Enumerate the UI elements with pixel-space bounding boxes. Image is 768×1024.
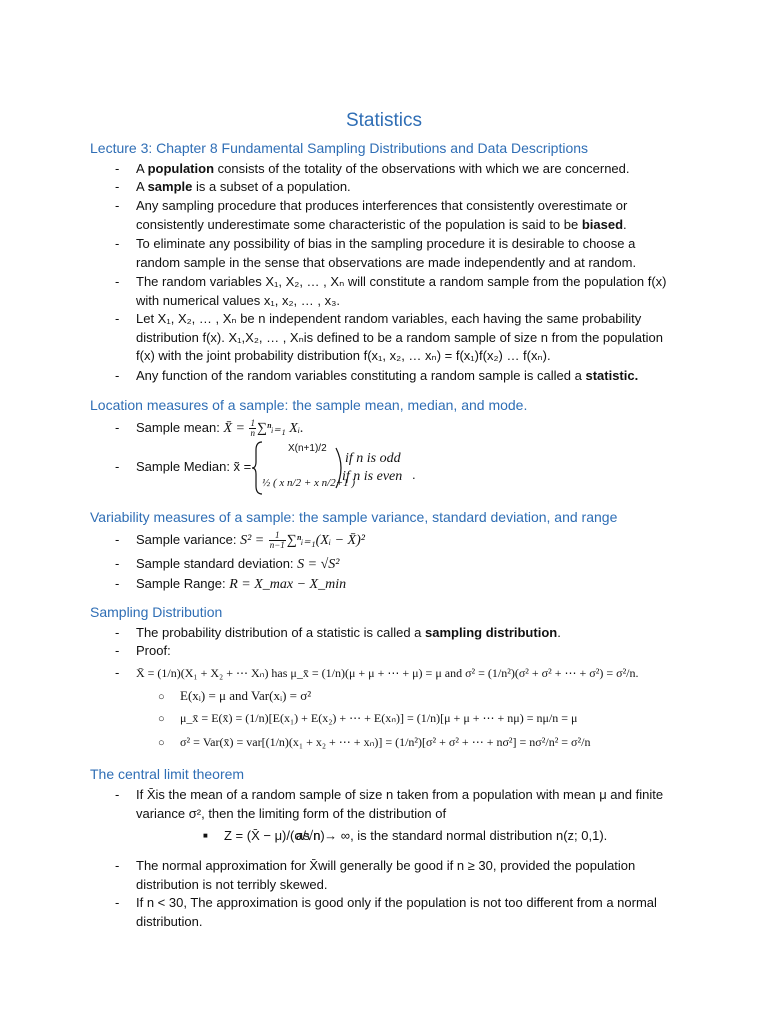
sampling-def-item: - The probability distribution of a statistic is called a sampling distribution. [115,625,561,640]
sample-mean-item: - Sample mean: X̄ = $\frac{1}{n}$ ∑ⁿᵢ₌₁ Xᵢ. [115,418,304,439]
median-even-cond: if n is even [342,469,403,484]
median-even-expr: ½ ( x n/2 + x n/2+1 ) [262,477,356,489]
clt-normal-approx-item: - The normal approximation for X̄will generally be good if n ≥ 30, provided the population distribution is not terribly skewed. [115,858,636,892]
clt-statement-item: - If X̄is the mean of a random sample of size n taken from a population with mean μ and finite variance σ², then the limiting form of the distribution of [115,787,664,821]
sample-variance-item: - Sample variance: S² = $\frac{1}{n-1}$ ∑ⁿᵢ₌₁(Xᵢ − X̄)² [115,530,365,551]
list-item: - A population consists of the totality of the observations with which we are concerned. [115,161,630,176]
sub-item: ○ μ_x̄ = E(x̄) = (1/n)[E(x₁) + E(x₂) + ⋯ + E(xₙ)] = (1/n)[μ + μ + ⋯ + nμ) = nμ/n = μ [158,711,578,725]
sampling-heading: Sampling Distribution [90,604,223,620]
sample-median-item: - Sample Median: x̃ = [115,459,252,474]
list-item: - To eliminate any possibility of bias in the sampling procedure it is desirable to choose a random sample in the sense that observations are made independently and at random. [115,236,637,270]
location-heading: Location measures of a sample: the sample mean, median, and mode. [90,397,528,413]
list-item: - Any sampling procedure that produces interferences that consistently overestimate or consistently underestimate some characteristic of the population is said to be biased. [115,198,628,232]
sub-item: ○ σ² = Var(x̄) = var[(1/n)(x₁ + x₂ + ⋯ + xₙ)] = (1/n²)[σ² + σ² + ⋯ + nσ²] = nσ²/n² = σ²/n [158,735,591,749]
z-tail: as n → ∞, is the standard normal distribution n(z; 0,1). [296,828,608,843]
list-item: - Any function of the random variables constituting a random sample is called a statistic. [115,368,639,383]
square-bullet-icon: ■ [203,831,208,840]
sample-range-item: - Sample Range: R = X_max − X_min [115,576,347,592]
median-end: . [412,467,416,482]
lecture-heading: Lecture 3: Chapter 8 Fundamental Sampling Distributions and Data Descriptions [90,140,589,156]
list-item: - A sample is a subset of a population. [115,179,351,194]
list-item: - The random variables X₁, X₂, … , Xₙ will constitute a random sample from the population f(x) with numerical values x₁, x₂, … , x₃. [115,274,667,308]
variability-heading: Variability measures of a sample: the sample variance, standard deviation, and range [90,509,618,525]
proof-item: - Proof: [115,643,171,658]
document-title: Statistics [345,110,423,131]
clt-heading: The central limit theorem [90,766,245,782]
sample-sd-item: - Sample standard deviation: S = √S² [115,556,340,572]
median-odd-expr: X(n+1)/2 [288,443,327,454]
xbar-item: - X̄ = (1/n)(X₁ + X₂ + ⋯ Xₙ) has μ_x̄ = (1/n)(μ + μ + ⋯ + μ) = μ and σ² = (1/n²)(σ² + σ² + ⋯ + σ²) = σ²/n. [115,665,639,680]
z-expression: Z = (X̄ − μ)/(σ/√n) [224,828,325,843]
clt-small-n-item: - If n < 30, The approximation is good only if the population is not too different from a normal distribution. [115,895,657,929]
sub-item: ○ E(xᵢ) = μ and Var(xᵢ) = σ² [158,688,312,703]
list-item: - Let X₁, X₂, … , Xₙ be n independent random variables, each having the same probability distribution f(x). X₁,X₂, … , Xₙis defined to be a random sample of size n from the population f(x) with the joint probability distribution f(x₁, x₂, … xₙ) = f(x₁)f(x₂) … f(xₙ). [115,311,663,363]
median-odd-cond: if n is odd [345,451,401,466]
